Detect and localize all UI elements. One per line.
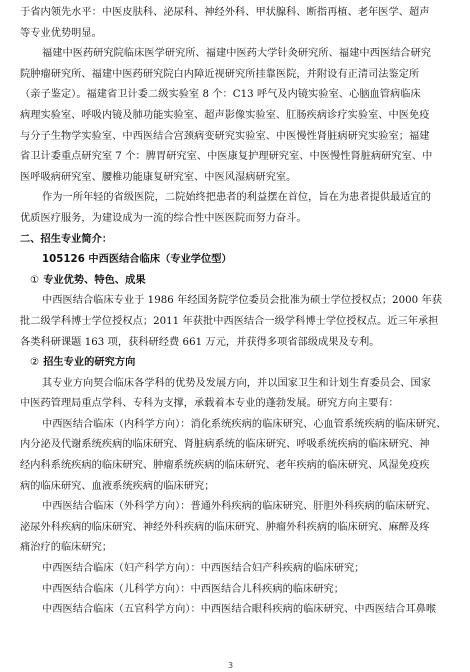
document-body bbox=[20, 0, 456, 621]
text-line: 中西医结合临床（儿科学方向）：中西医结合儿科疾病的临床研究； bbox=[42, 583, 345, 595]
text-line: 中西医结合临床（妇产科学方向）：中西医结合妇产科疾病的临床研究； bbox=[42, 563, 365, 575]
text-line: 中西医结合临床（五官科学方向）：中西医结合眼科疾病的临床研究、中西医结合耳鼻喉 bbox=[42, 604, 437, 616]
text-line: 等专业优势明显。 bbox=[20, 27, 102, 39]
circled-number-2: ② bbox=[30, 357, 40, 369]
text-line: 福建中医药研究院临床医学研究所、福建中医药大学针灸研究所、福建中西医结合研究 bbox=[42, 48, 432, 60]
text-line: 各类科研课题 163 项，获科研经费 661 万元，并获得多项省部级成果及专利。 bbox=[20, 336, 380, 348]
text-line: 中医药管理局重点学科、专科为支撑，承载着本专业的蓬勃发展。研究方向主要有： bbox=[20, 398, 399, 410]
section-heading: 二、招生专业简介： bbox=[20, 233, 113, 245]
circled-number-1: ① bbox=[30, 274, 40, 286]
text-line: 泌尿外科疾病的临床研究、神经外科疾病的临床研究、肿瘤外科疾病的临床研究、麻醉及疼 bbox=[20, 521, 430, 533]
text-line: 病的临床研究、血液系统疾病的临床研究； bbox=[20, 480, 215, 492]
page-number: 3 bbox=[228, 661, 234, 670]
subheading-advantages bbox=[20, 271, 456, 292]
text-line: 优质医疗服务，为建设成为一流的综合性中医医院而努力奋斗。 bbox=[20, 212, 307, 224]
text-line: 中西医结合临床专业于 1986 年经国务院学位委员会批准为硕士学位授权点；2000 年获 bbox=[42, 295, 442, 307]
text-line: 痛治疗的临床研究； bbox=[20, 542, 113, 554]
subheading-research-directions bbox=[20, 353, 456, 374]
text-line: 经内科系统疾病的临床研究、肿瘤系统疾病的临床研究、老年疾病的临床研究、风湿免疫疾 bbox=[20, 460, 430, 472]
major-title: 105126 中西医结合临床（专业学位型） bbox=[42, 254, 232, 266]
text-line: 省卫计委重点研究室 7 个：脾胃研究室、中医康复护理研究室、中医慢性肾脏病研究室、中 bbox=[20, 151, 433, 163]
text-line: 内分泌及代谢系统疾病的临床研究、肾脏病系统的临床研究、呼吸系统疾病的临床研究、神 bbox=[20, 439, 430, 451]
text-line: 作为一所年轻的省级医院，二院始终把患者的利益摆在首位，旨在为患者提供最适宜的 bbox=[42, 192, 432, 204]
text-line: 医呼吸病研究室、腰椎功能康复研究室、中医风湿病研究室。 bbox=[20, 171, 297, 183]
text-line: 与分子生物学实验室、中西医结合宫颈病变研究实验室、中医慢性肾脏病研究实验室；福建 bbox=[20, 130, 430, 142]
text-line: 于省内领先水平：中医皮肤科、泌尿科、神经外科、甲状腺科、断指再植、老年医学、超声 bbox=[20, 7, 430, 18]
text-line: 病理实验室、呼吸内镜及肺功能实验室、超声影像实验室、肛肠疾病诊疗实验室、中医免疫 bbox=[20, 109, 430, 121]
text-line: 中西医结合临床（外科学方向）：普通外科疾病的临床研究、肝胆外科疾病的临床研究、 bbox=[42, 501, 437, 513]
subheading-text: 招生专业的研究方向 bbox=[43, 357, 136, 369]
text-line: 院肿瘤研究所、福建中医药研究院白内障近视研究所挂靠医院，并附设有正清司法鉴定所 bbox=[20, 68, 420, 80]
text-line: 中西医结合临床（内科学方向）：消化系统疾病的临床研究、心血管系统疾病的临床研究、 bbox=[42, 418, 447, 430]
text-line: 其专业方向契合临床各学科的优势及发展方向，并以国家卫生和计划生育委员会、国家 bbox=[42, 377, 432, 389]
text-line: （亲子鉴定）。福建省卫计委二级实验室 8 个：C13 呼气及内镜实验室、心脑血管病临床 bbox=[20, 89, 421, 101]
subheading-text: 专业优势、特色、成果 bbox=[43, 274, 146, 286]
text-line: 批二级学科博士学位授权点；2011 年获批中西医结合一级学科博士学位授权点。近三年承担 bbox=[20, 315, 439, 327]
